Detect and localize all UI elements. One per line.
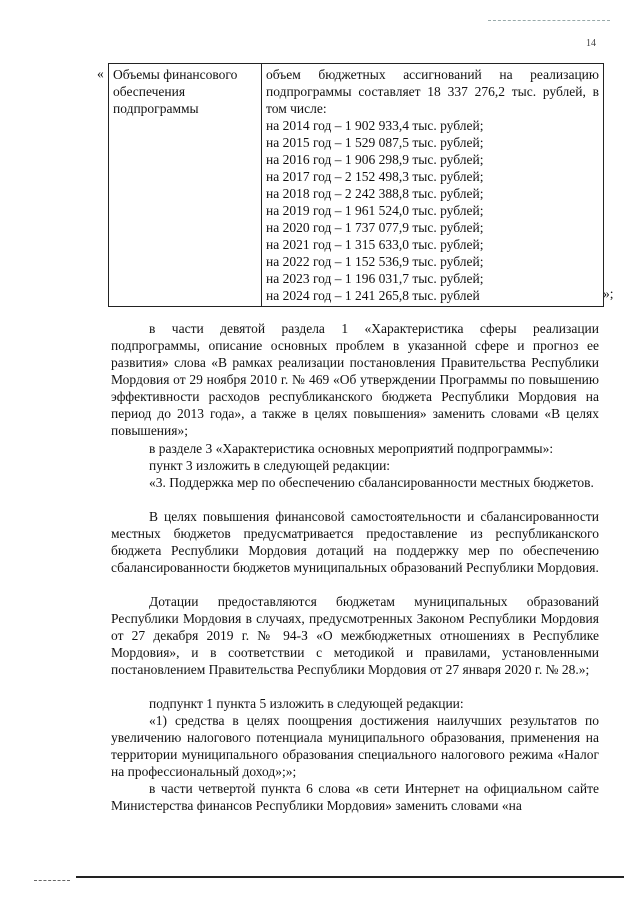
year-line: на 2016 год – 1 906 298,9 тыс. рублей; [266, 152, 484, 167]
paragraph: в части четвертой пункта 6 слова «в сети Интернет на официальном сайте Министерства финансов Республики Мордовия» заменить словами «на [111, 781, 599, 813]
paragraph: в разделе 3 «Характеристика основных мероприятий подпрограммы»: [149, 441, 554, 456]
paragraph: в части девятой раздела 1 «Характеристика сферы реализации подпрограммы, описание основных проблем в указанной сфере и прогноз ее развития» слова «В рамках реализации постановления Правительства Республики Мордовия от 29 ноября 2010 г. № 469 «Об утверждении Программы по повышению эффективности расходов республиканского бюджета Республики Мордовия на период до 2013 года», а также в целях повышения» заменить словами «В целях повышения»; [111, 321, 599, 438]
financing-intro: объем бюджетных ассигнований на реализацию подпрограммы составляет 18 337 276,2 тыс. рублей, в том числе: [266, 67, 599, 116]
header-scan-mark [488, 20, 610, 21]
paragraph: В целях повышения финансовой самостоятельности и сбалансированности местных бюджетов предусматривается предоставление из республиканского бюджета Республики Мордовия дотаций на поддержку мер по обеспечению сбалансированности бюджетов муниципальных образований Республики Мордовия. [111, 509, 599, 575]
year-line: на 2022 год – 1 152 536,9 тыс. рублей; [266, 254, 484, 269]
paragraph: подпункт 1 пункта 5 изложить в следующей редакции: [149, 696, 464, 711]
year-line: на 2017 год – 2 152 498,3 тыс. рублей; [266, 169, 484, 184]
paragraph: «1) средства в целях поощрения достижения наилучших результатов по увеличению налогового потенциала муниципального образования, применения на территории муниципального образования специального налогового режима «Налог на профессиональный доход»;»; [111, 713, 599, 779]
table-open-quote: « [97, 66, 104, 81]
financing-table [108, 63, 604, 307]
page-number: 14 [586, 38, 596, 49]
year-line: на 2023 год – 1 196 031,7 тыс. рублей; [266, 271, 484, 286]
paragraph: Дотации предоставляются бюджетам муниципальных образований Республики Мордовия в случаях, предусмотренных Законом Республики Мордовия от 27 декабря 2019 г. № 94-З «О межбюджетных отношениях в Республике Мордовия», и в соответствии с методикой и правилами, установленными постановлением Правительства Республики Мордовия от 27 января 2020 г. № 28.»; [111, 594, 599, 677]
year-line: на 2018 год – 2 242 388,8 тыс. рублей; [266, 186, 484, 201]
financing-values-cell [262, 64, 604, 307]
paragraph: «3. Поддержка мер по обеспечению сбалансированности местных бюджетов. [149, 475, 594, 490]
year-line: на 2015 год – 1 529 087,5 тыс. рублей; [266, 135, 484, 150]
year-line: на 2024 год – 1 241 265,8 тыс. рублей [266, 288, 480, 303]
year-line: на 2021 год – 1 315 633,0 тыс. рублей; [266, 237, 484, 252]
year-line: на 2019 год – 1 961 524,0 тыс. рублей; [266, 203, 484, 218]
year-line: на 2014 год – 1 902 933,4 тыс. рублей; [266, 118, 484, 133]
table-close-quote: »; [603, 286, 614, 301]
page-bottom-rule [76, 876, 624, 878]
footer-scan-mark [34, 880, 70, 881]
table-row [109, 64, 604, 307]
financing-label-cell: Объемы финансового обеспечения подпрограммы [109, 64, 262, 307]
paragraph: пункт 3 изложить в следующей редакции: [149, 458, 391, 473]
year-line: на 2020 год – 1 737 077,9 тыс. рублей; [266, 220, 484, 235]
